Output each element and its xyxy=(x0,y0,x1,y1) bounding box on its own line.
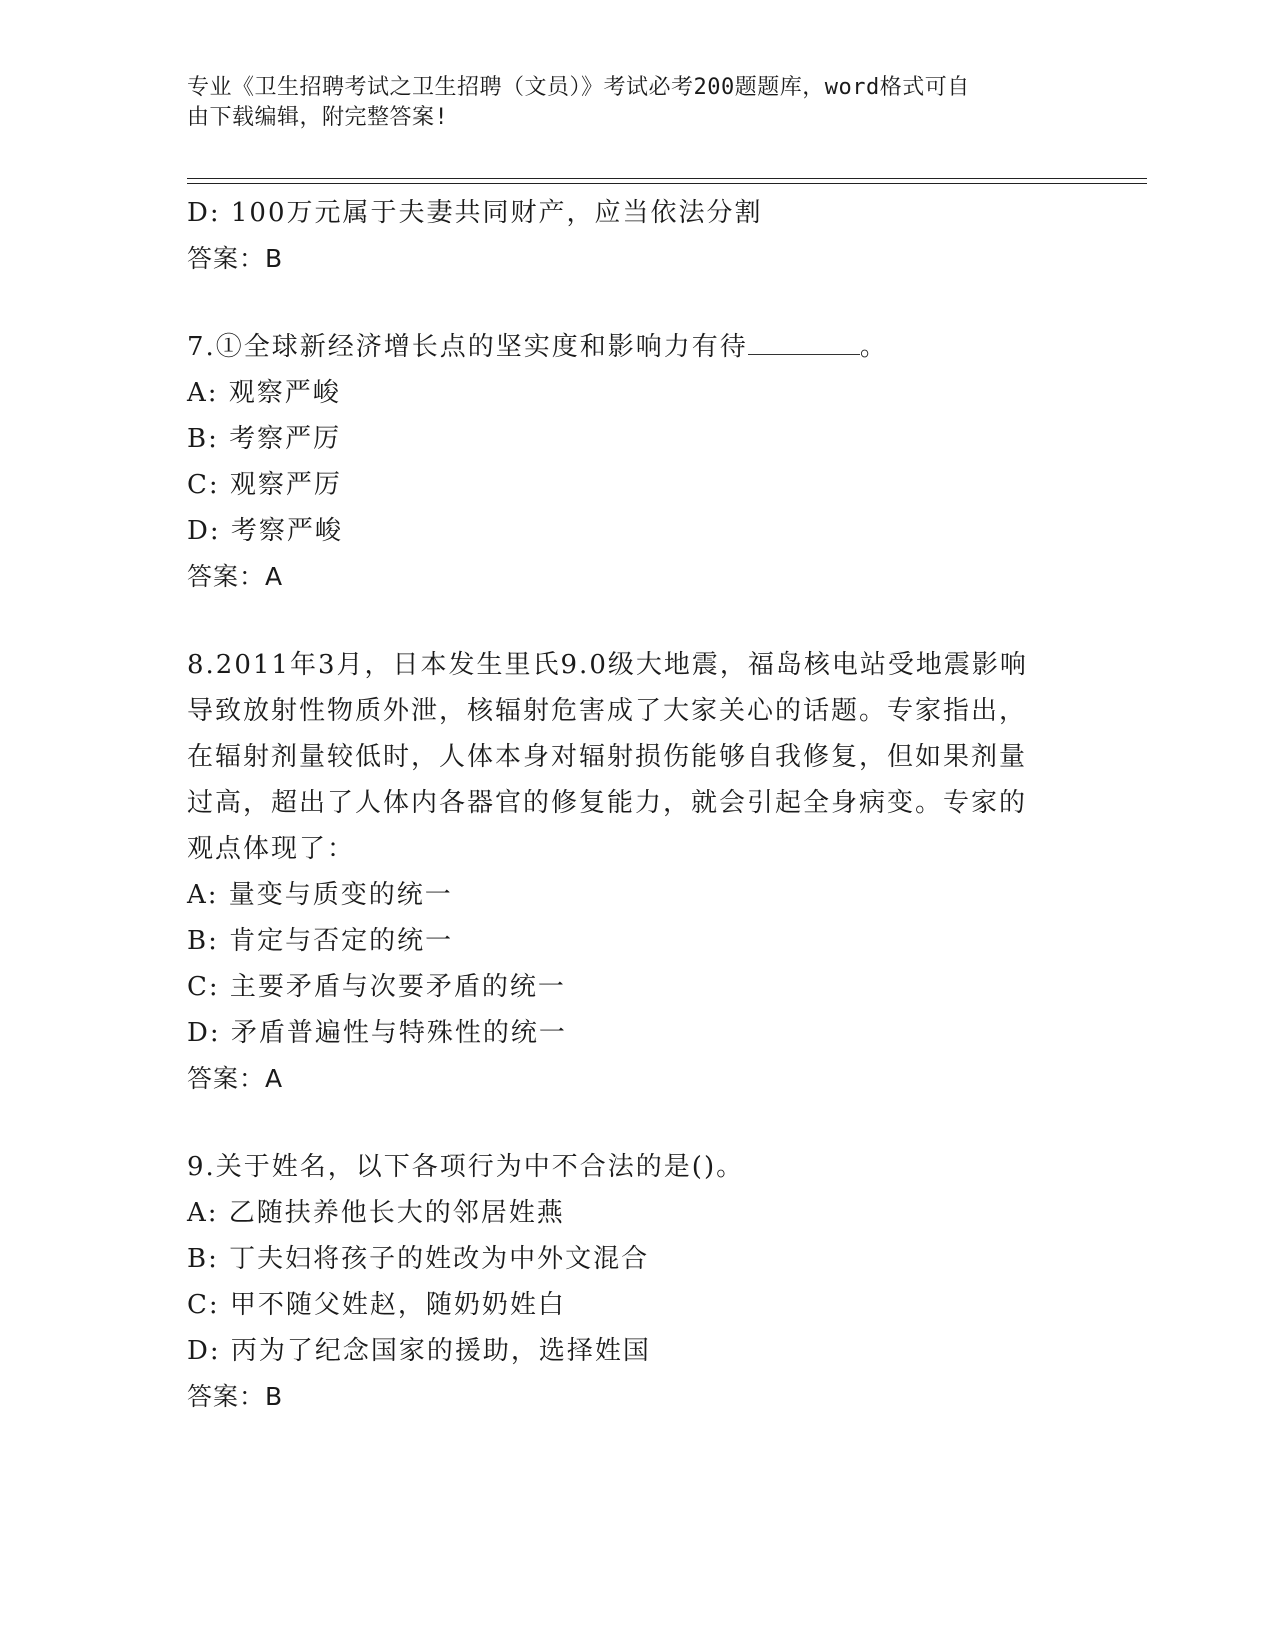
option-b: B: 肯定与否定的统一 xyxy=(187,926,454,956)
question-stem xyxy=(187,324,1087,370)
option-a: A: 观察严峻 xyxy=(187,378,341,408)
carryover-block xyxy=(187,190,1087,282)
question-stem-line: 8.2011年3月，日本发生里氏9.0级大地震，福岛核电站受地震影响 xyxy=(187,650,1028,680)
document-header xyxy=(187,73,1067,133)
answer-line: 答案：A xyxy=(187,562,284,591)
option-b: B: 考察严厉 xyxy=(187,424,342,454)
answer-line: 答案：B xyxy=(187,1382,284,1411)
fill-blank xyxy=(748,328,860,355)
question-stem: 9.关于姓名，以下各项行为中不合法的是()。 xyxy=(187,1152,745,1182)
question-8 xyxy=(187,642,1087,1102)
question-stem-line: 观点体现了： xyxy=(187,834,356,864)
stem-end: 。 xyxy=(859,332,888,362)
option-c: C: 观察严厉 xyxy=(187,470,342,500)
option-d: D: 100万元属于夫妻共同财产，应当依法分割 xyxy=(187,198,763,228)
document-body xyxy=(187,190,1087,1420)
header-line-1: 专业《卫生招聘考试之卫生招聘（文员）》考试必考200题题库，word格式可自 xyxy=(187,75,970,100)
option-d: D: 考察严峻 xyxy=(187,516,343,546)
stem-text: 7.①全球新经济增长点的坚实度和影响力有待 xyxy=(187,332,748,362)
option-c: C: 主要矛盾与次要矛盾的统一 xyxy=(187,972,566,1002)
question-stem-line: 过高，超出了人体内各器官的修复能力，就会引起全身病变。专家的 xyxy=(187,788,1028,818)
question-stem-line: 导致放射性物质外泄，核辐射危害成了大家关心的话题。专家指出， xyxy=(187,696,1028,726)
header-divider-bottom xyxy=(187,183,1147,184)
option-c: C: 甲不随父姓赵，随奶奶姓白 xyxy=(187,1290,566,1320)
option-b: B: 丁夫妇将孩子的姓改为中外文混合 xyxy=(187,1244,650,1274)
question-7 xyxy=(187,324,1087,600)
option-d: D: 丙为了纪念国家的援助，选择姓国 xyxy=(187,1336,651,1366)
answer-line: 答案：A xyxy=(187,1064,284,1093)
option-d: D: 矛盾普遍性与特殊性的统一 xyxy=(187,1018,567,1048)
question-stem-line: 在辐射剂量较低时，人体本身对辐射损伤能够自我修复，但如果剂量 xyxy=(187,742,1028,772)
question-9 xyxy=(187,1144,1087,1420)
header-line-2: 由下载编辑，附完整答案! xyxy=(187,105,449,130)
answer-line: 答案：B xyxy=(187,244,284,273)
option-a: A: 量变与质变的统一 xyxy=(187,880,453,910)
option-a: A: 乙随扶养他长大的邻居姓燕 xyxy=(187,1198,565,1228)
header-divider-top xyxy=(187,178,1147,179)
